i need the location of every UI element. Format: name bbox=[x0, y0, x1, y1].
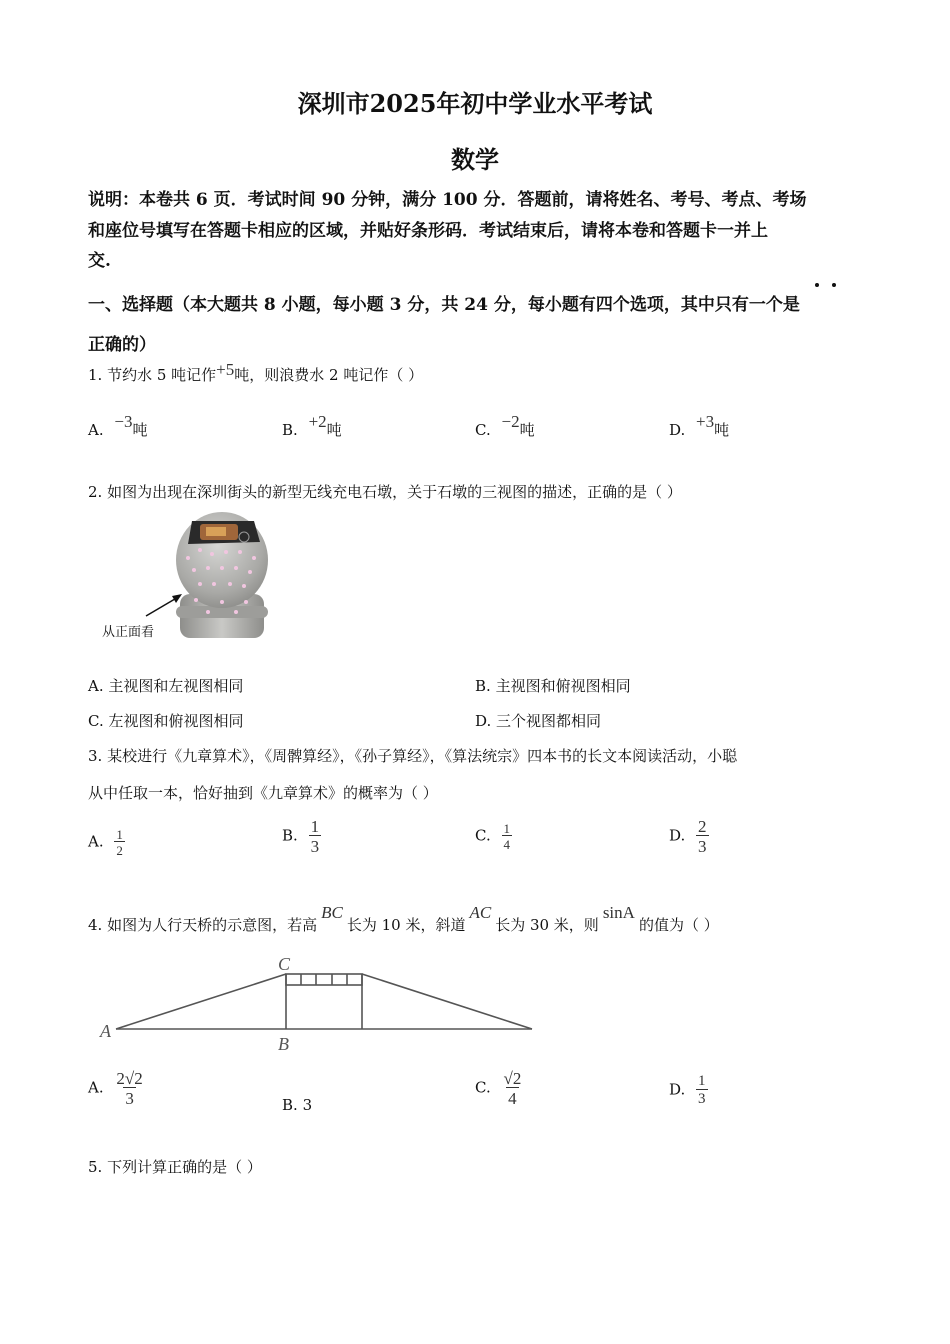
instructions-line-1: 说明：本卷共 6 页．考试时间 90 分钟，满分 100 分．答题前，请将姓名、考号、考点、考场 bbox=[88, 190, 807, 210]
q2-option-b[interactable]: B. 主视图和俯视图相同 bbox=[475, 677, 631, 695]
q3-option-a[interactable]: A. $\frac{1}{2}$ bbox=[88, 827, 123, 858]
q3-option-d[interactable]: D. $\frac{2}{3}$ bbox=[669, 817, 707, 856]
photo-caption: 从正面看 bbox=[102, 625, 155, 640]
q1-option-d[interactable]: D. +3吨 bbox=[669, 412, 730, 439]
q1-option-b[interactable]: B. +2吨 bbox=[282, 412, 342, 439]
q3-option-b[interactable]: B. $\frac{1}{3}$ bbox=[282, 817, 320, 856]
q2-option-a[interactable]: A. 主视图和左视图相同 bbox=[88, 677, 244, 695]
question-1-text-post: 吨，则浪费水 2 吨记作（ ） bbox=[234, 366, 424, 384]
q4-option-c[interactable]: C. $\frac{√2}{4}$ bbox=[475, 1069, 522, 1108]
label-c: C bbox=[278, 954, 291, 974]
question-3-line-1: 3. 某校进行《九章算术》，《周髀算经》，《孙子算经》，《算法统宗》四本书的长文本阅读活动，小聪 bbox=[88, 747, 738, 765]
question-3-line-2: 从中任取一本，恰好抽到《九章算术》的概率为（ ） bbox=[88, 784, 438, 802]
ramp-ac bbox=[116, 974, 286, 1029]
exam-subject: 数学 bbox=[451, 145, 499, 174]
section-heading-line-2: 正确的） bbox=[88, 335, 156, 355]
question-2: 2. 如图为出现在深圳街头的新型无线充电石墩，关于石墩的三视图的描述，正确的是（ ） bbox=[88, 483, 682, 501]
q1-option-a[interactable]: A. −3吨 bbox=[88, 412, 148, 439]
q3-option-c[interactable]: C. $\frac{1}{4}$ bbox=[475, 821, 510, 852]
q4-option-d[interactable]: D. $\frac{1}{3}$ bbox=[669, 1073, 706, 1107]
instructions-line-3: 交. bbox=[88, 251, 111, 271]
q2-option-d[interactable]: D. 三个视图都相同 bbox=[475, 712, 602, 730]
q2-option-c[interactable]: C. 左视图和俯视图相同 bbox=[88, 712, 244, 730]
bridge-deck bbox=[286, 974, 362, 985]
label-b: B bbox=[278, 1034, 289, 1052]
q1-option-c[interactable]: C. −2吨 bbox=[475, 412, 535, 439]
emphasis-dot bbox=[832, 283, 836, 287]
instructions-line-2: 和座位号填写在答题卡相应的区域，并贴好条形码．考试结束后，请将本卷和答题卡一并上 bbox=[88, 221, 768, 241]
question-1 bbox=[88, 360, 424, 385]
exam-title: 深圳市2025年初中学业水平考试 bbox=[297, 89, 653, 118]
q4-option-a[interactable]: A. $\frac{2√2}{3}$ bbox=[88, 1069, 143, 1108]
label-a: A bbox=[100, 1021, 111, 1041]
question-1-math: +5 bbox=[216, 360, 235, 379]
question-4: 4. 如图为人行天桥的示意图，若高BC长为 10 米，斜道AC长为 30 米，则sinA的值为（ ） bbox=[88, 903, 719, 934]
section-heading-line-1: 一、选择题（本大题共 8 小题，每小题 3 分，共 24 分，每小题有四个选项，其中只有一个是 bbox=[88, 295, 800, 315]
emphasis-dot bbox=[815, 283, 819, 287]
q4-option-b[interactable]: B. 3 bbox=[282, 1096, 313, 1114]
ramp-right bbox=[362, 974, 532, 1029]
footbridge-diagram bbox=[96, 952, 546, 1052]
question-1-text-pre: 1. 节约水 5 吨记作 bbox=[88, 366, 217, 384]
question-5: 5. 下列计算正确的是（ ） bbox=[88, 1158, 262, 1176]
